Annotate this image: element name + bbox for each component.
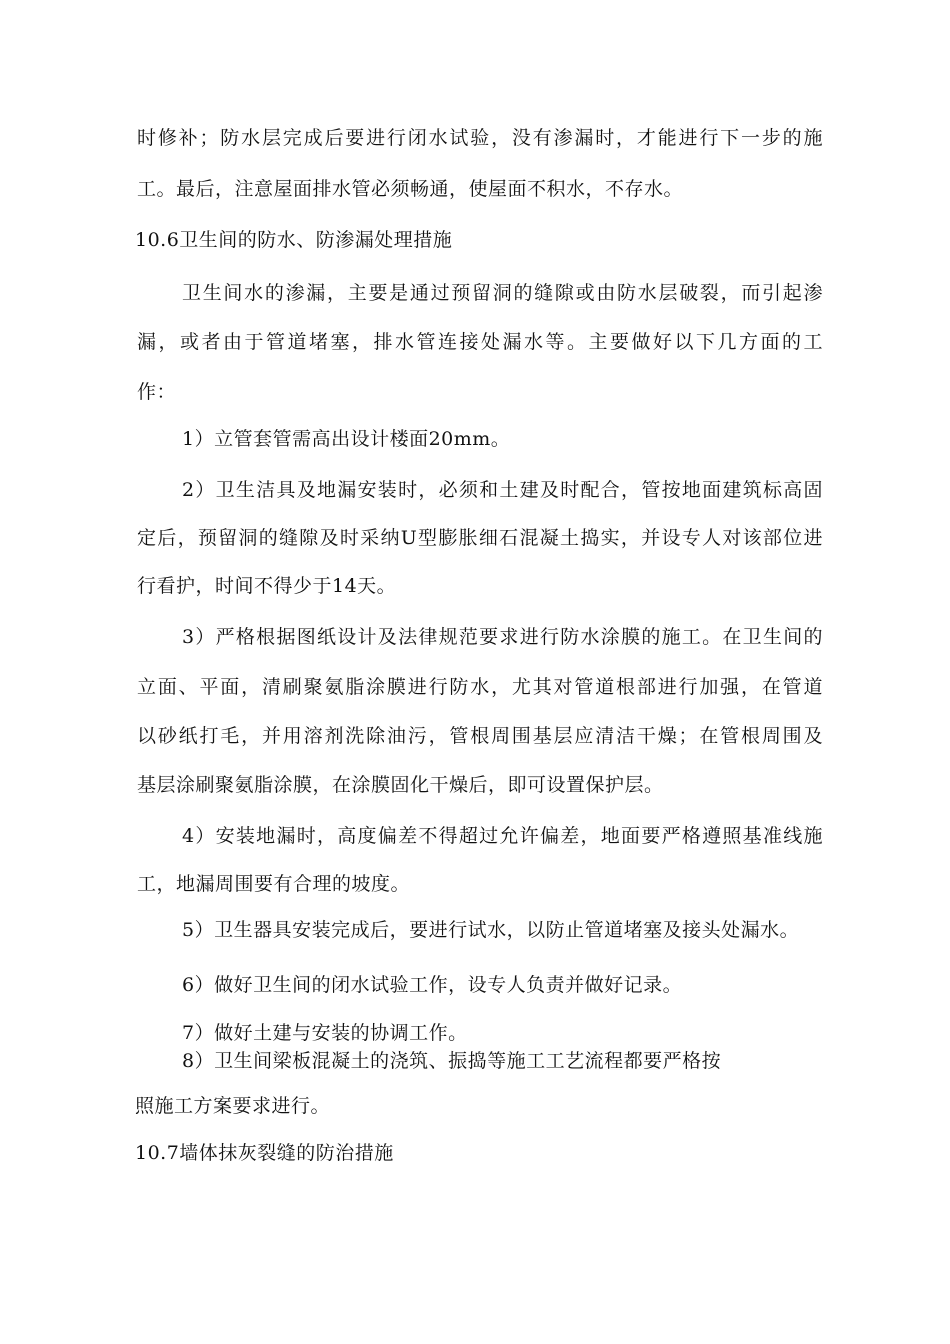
body-line-4: 卫生间水的渗漏，主要是通过预留洞的缝隙或由防水层破裂，而引起渗 bbox=[182, 282, 823, 304]
list-item-3-line-4: 基层涂刷聚氨脂涂膜，在涂膜固化干燥后，即可设置保护层。 bbox=[137, 774, 664, 796]
list-item-8-line-2: 照施工方案要求进行。 bbox=[135, 1095, 331, 1117]
list-item-7: 7）做好土建与安装的协调工作。 bbox=[182, 1022, 468, 1044]
list-item-6: 6）做好卫生间的闭水试验工作，设专人负责并做好记录。 bbox=[182, 974, 683, 996]
list-item-1: 1）立管套管需高出设计楼面20mm。 bbox=[182, 428, 511, 450]
list-item-3-line-3: 以砂纸打毛，并用溶剂洗除油污，管根周围基层应清洁干燥；在管根周围及 bbox=[137, 725, 823, 747]
section-heading-10-6: 10.6卫生间的防水、防渗漏处理措施 bbox=[135, 229, 453, 251]
body-line-6: 作： bbox=[137, 381, 177, 403]
list-item-3-line-2: 立面、平面，清刷聚氨脂涂膜进行防水，尤其对管道根部进行加强，在管道 bbox=[137, 676, 823, 698]
list-item-2-line-3: 行看护，时间不得少于14天。 bbox=[137, 575, 397, 597]
list-item-2-line-2: 定后，预留洞的缝隙及时采纳U型膨胀细石混凝土捣实，并设专人对该部位进 bbox=[137, 527, 823, 549]
body-line-1: 时修补；防水层完成后要进行闭水试验，没有渗漏时，才能进行下一步的施 bbox=[137, 127, 823, 149]
body-line-5: 漏，或者由于管道堵塞，排水管连接处漏水等。主要做好以下几方面的工 bbox=[137, 331, 823, 353]
list-item-4-line-1: 4）安装地漏时，高度偏差不得超过允许偏差，地面要严格遵照基准线施 bbox=[182, 825, 823, 847]
list-item-5: 5）卫生器具安装完成后，要进行试水，以防止管道堵塞及接头处漏水。 bbox=[182, 919, 800, 941]
body-line-2: 工。最后，注意屋面排水管必须畅通，使屋面不积水，不存水。 bbox=[137, 178, 684, 200]
list-item-8-line-1: 8）卫生间梁板混凝土的浇筑、振捣等施工工艺流程都要严格按 bbox=[182, 1050, 722, 1072]
section-heading-10-7: 10.7墙体抹灰裂缝的防治措施 bbox=[135, 1142, 394, 1164]
list-item-2-line-1: 2）卫生洁具及地漏安装时，必须和土建及时配合，管按地面建筑标高固 bbox=[182, 479, 823, 501]
list-item-4-line-2: 工，地漏周围要有合理的坡度。 bbox=[137, 873, 411, 895]
list-item-3-line-1: 3）严格根据图纸设计及法律规范要求进行防水涂膜的施工。在卫生间的 bbox=[182, 626, 823, 648]
